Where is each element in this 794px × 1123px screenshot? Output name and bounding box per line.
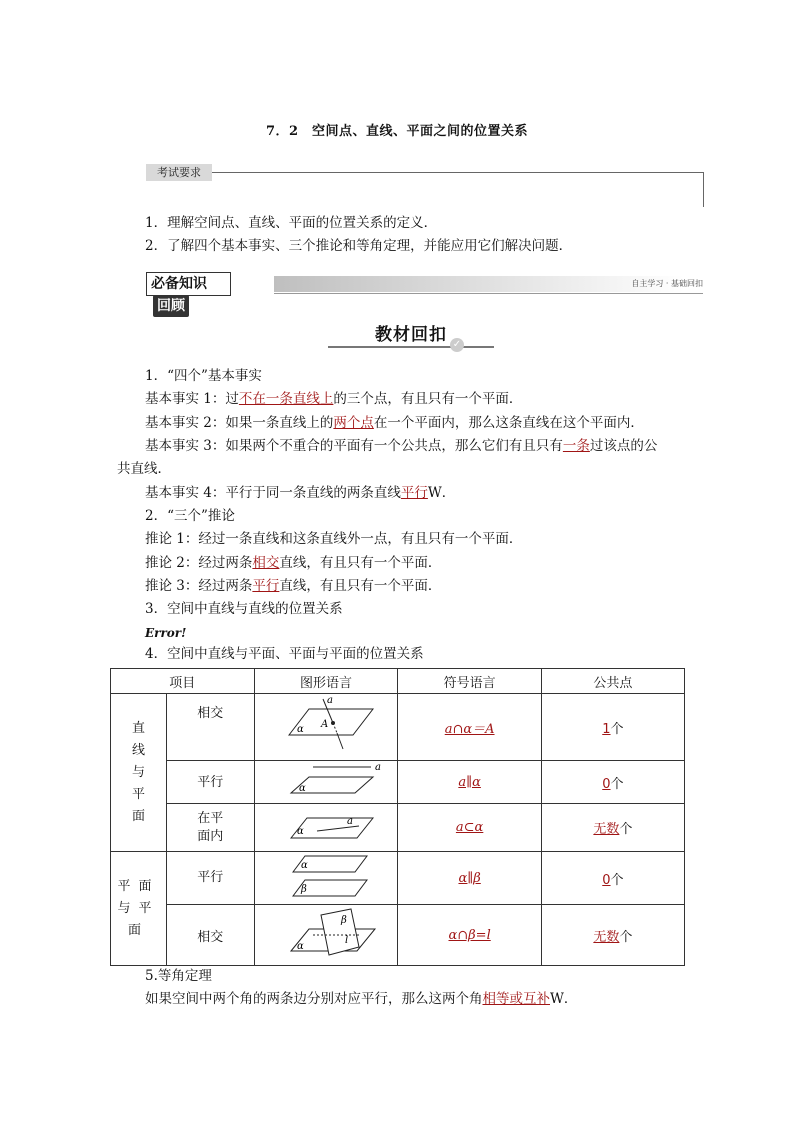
svg-text:α: α: [299, 783, 306, 794]
count-cell: 无数个: [541, 905, 684, 966]
corollary-3: 推论 3：经过两条平行直线，有且只有一个平面．: [145, 578, 442, 594]
section-heading: 3．空间中直线与直线的位置关系: [145, 601, 343, 617]
row-type: 平行: [166, 761, 254, 804]
section-heading: 4．空间中直线与平面、平面与平面的位置关系: [145, 646, 424, 662]
plane-intersect-plane-figure: [261, 905, 391, 961]
answer-blank: 相等或互补: [482, 991, 550, 1007]
group-label-plane-plane: 平面与平面: [111, 852, 167, 966]
figure-cell: [254, 761, 398, 804]
requirements-tab: 考试要求: [146, 164, 212, 181]
corollary-1: 推论 1：经过一条直线和这条直线外一点，有且只有一个平面．: [145, 531, 523, 547]
requirement-item: 2．了解四个基本事实、三个推论和等角定理，并能应用它们解决问题．: [145, 238, 573, 254]
section-bar-caption: 自主学习 · 基础回扣: [631, 279, 703, 288]
table-row: [111, 905, 685, 966]
symbol-cell: [398, 694, 541, 761]
section-bar-gradient: [274, 276, 684, 292]
count-cell: 无数个: [541, 804, 684, 852]
answer-blank: 一条: [562, 438, 590, 454]
svg-text:l: l: [345, 935, 349, 946]
answer-blank: 平行: [252, 578, 280, 594]
svg-text:a: a: [347, 815, 353, 827]
requirement-item: 1．理解空间点、直线、平面的位置关系的定义．: [145, 215, 438, 231]
table-header: 符号语言: [398, 669, 541, 694]
table-header: 项目: [111, 669, 255, 694]
section-heading: 5.等角定理: [145, 968, 212, 984]
symbol-cell: a∥α: [398, 761, 541, 804]
section-heading: 1．“四个”基本事实: [145, 368, 262, 384]
subheading: 教材回扣: [375, 325, 447, 345]
check-icon: ✓: [450, 338, 464, 352]
section-bar-label: 必备知识回顾: [146, 272, 231, 296]
answer-blank: 相交: [252, 555, 280, 571]
requirements-box: [146, 172, 704, 207]
symbol-cell: a⊂α: [398, 804, 541, 852]
svg-text:A: A: [321, 719, 329, 730]
figure-cell: [254, 852, 398, 905]
error-text: Error!: [145, 626, 187, 640]
count-cell: 0个: [541, 761, 684, 804]
line-intersects-plane-figure: [261, 695, 391, 755]
section-bar-highlight: 回顾: [153, 295, 189, 317]
svg-text:α: α: [297, 825, 304, 837]
plane-parallel-plane-figure: [261, 852, 391, 900]
fact-3-continued: 共直线．: [117, 461, 171, 477]
table-row: [111, 852, 685, 905]
answer-blank: 两个点: [333, 415, 374, 431]
svg-text:α: α: [297, 724, 304, 735]
section-bar: [146, 272, 703, 314]
table-header: 图形语言: [254, 669, 398, 694]
svg-text:β: β: [341, 915, 347, 926]
equal-angle-theorem: 如果空间中两个角的两条边分别对应平行，那么这两个角相等或互补W．: [145, 991, 578, 1007]
fact-1: 基本事实 1：过不在一条直线上的三个点，有且只有一个平面．: [145, 391, 523, 407]
symbol-cell: α∥β: [398, 852, 541, 905]
svg-text:β: β: [301, 884, 307, 895]
row-type: 相交: [166, 905, 254, 966]
relation-table: [110, 668, 685, 966]
row-type: 在平面内: [166, 804, 254, 852]
count-cell: 1个: [541, 694, 684, 761]
answer-blank: 不在一条直线上: [238, 391, 334, 407]
count-cell: 0个: [541, 852, 684, 905]
figure-cell: [254, 905, 398, 966]
section-heading: 2．“三个”推论: [145, 508, 235, 524]
figure-cell: [254, 804, 398, 852]
table-header: 公共点: [541, 669, 684, 694]
symbol-text: a∩α＝A: [444, 721, 495, 737]
table-row: [111, 761, 685, 804]
corollary-2: 推论 2：经过两条相交直线，有且只有一个平面．: [145, 555, 442, 571]
page-title: 7．2 空间点、直线、平面之间的位置关系: [265, 124, 529, 139]
svg-text:α: α: [301, 860, 308, 871]
table-row: [111, 694, 685, 761]
line-in-plane-figure: [261, 806, 391, 846]
svg-text:a: a: [375, 762, 381, 773]
fact-2: 基本事实 2：如果一条直线上的两个点在一个平面内，那么这条直线在这个平面内．: [145, 415, 644, 431]
subheading-rule: [328, 346, 494, 348]
section-bar-rule: [274, 293, 703, 294]
figure-cell: [254, 694, 398, 761]
line-parallel-plane-figure: [261, 761, 391, 799]
svg-text:α: α: [297, 941, 304, 952]
row-type: 相交: [166, 694, 254, 761]
answer-blank: 平行: [400, 485, 428, 501]
fact-3: 基本事实 3：如果两个不重合的平面有一个公共点，那么它们有且只有一条过该点的公: [145, 438, 658, 454]
symbol-cell: α∩β=l: [398, 905, 541, 966]
group-label-line-plane: 直线与平面: [111, 694, 167, 852]
row-type: 平行: [166, 852, 254, 905]
table-row: [111, 804, 685, 852]
fact-4: 基本事实 4：平行于同一条直线的两条直线平行W．: [145, 485, 456, 501]
table-header-row: [111, 669, 685, 694]
svg-text:a: a: [327, 695, 333, 706]
